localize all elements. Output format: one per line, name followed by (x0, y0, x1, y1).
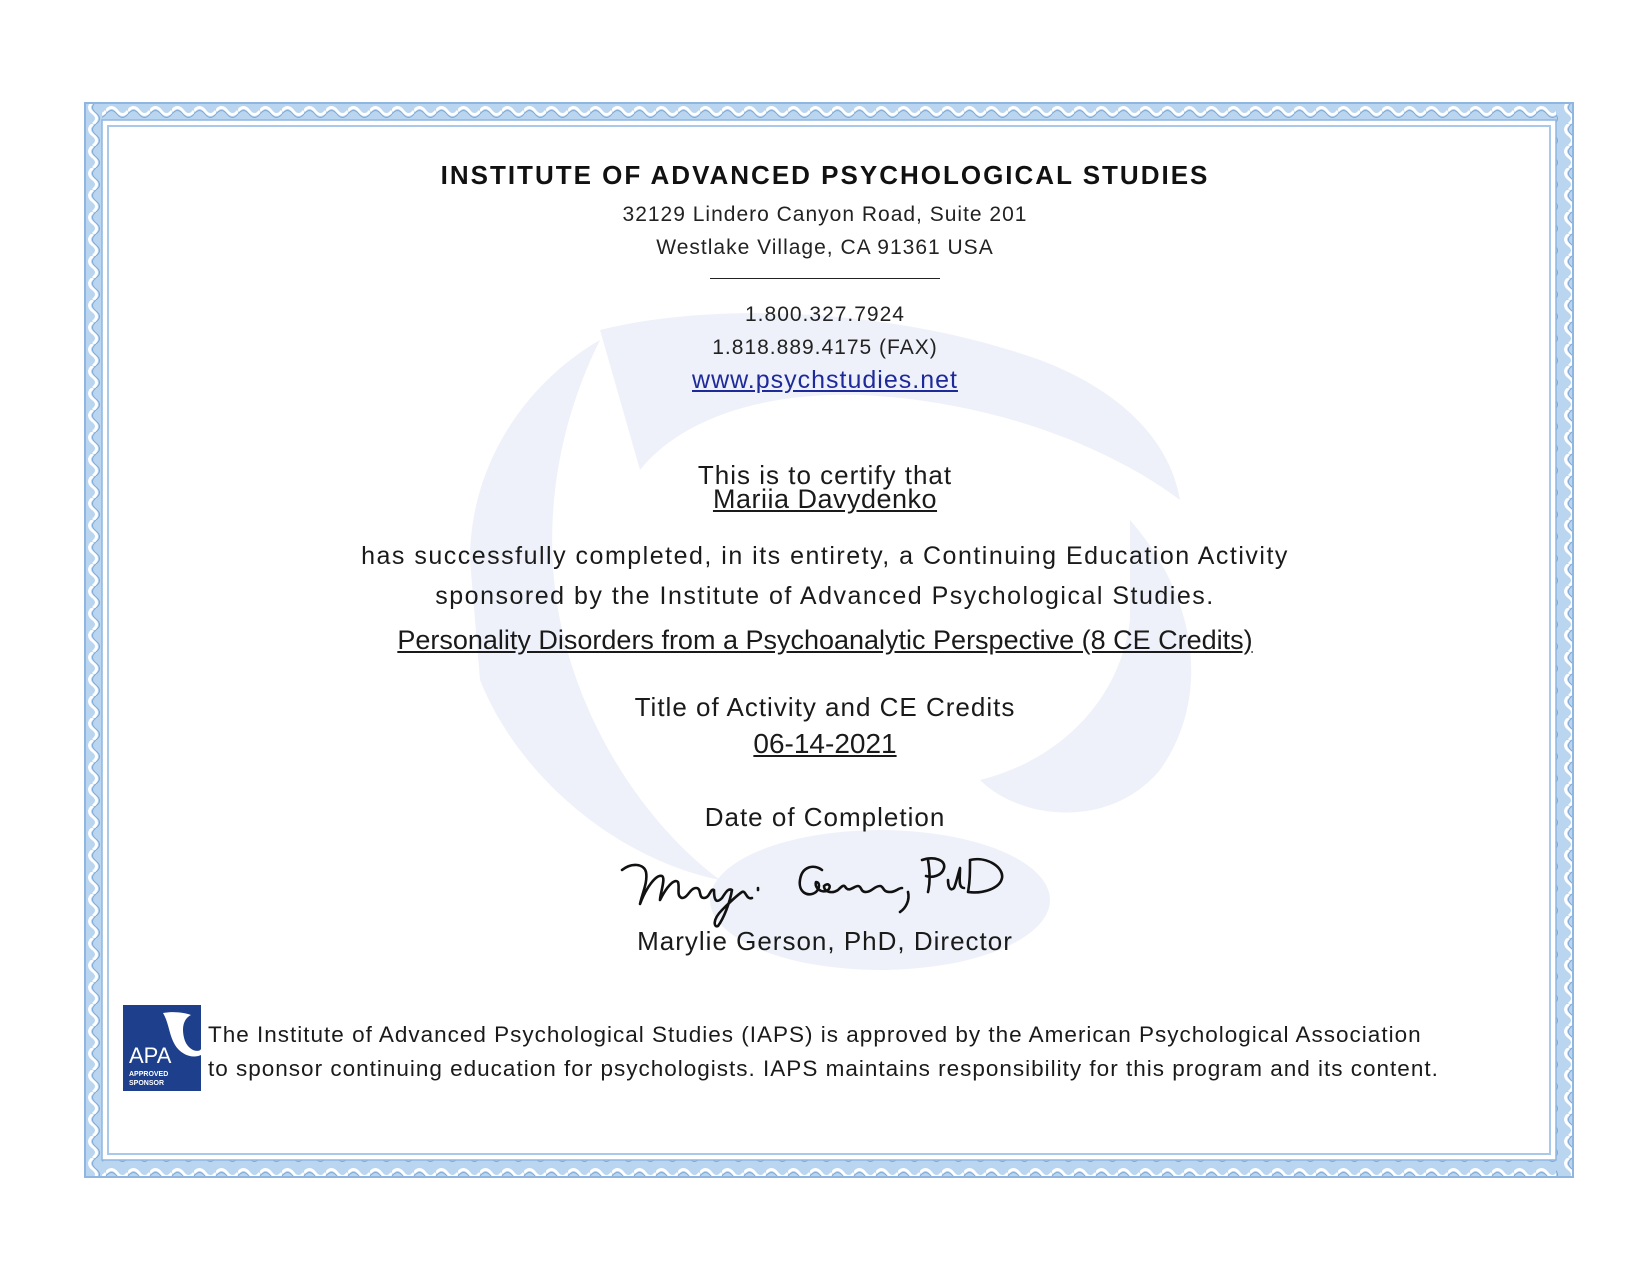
activity-label: Title of Activity and CE Credits (634, 692, 1016, 722)
activity-title: Personality Disorders from a Psychoanalytic Perspective (8 CE Credits) (397, 625, 1253, 655)
apa-statement-line-2: to sponsor continuing education for psychologists. IAPS maintains responsibility for this program and its content. (208, 1056, 1439, 1081)
svg-text:SPONSOR: SPONSOR (129, 1080, 165, 1087)
apa-approved-sponsor-logo (123, 1005, 201, 1091)
director-signature-icon (618, 848, 1018, 928)
apa-statement-line-1: The Institute of Advanced Psychological Studies (IAPS) is approved by the American Psychological Association (208, 1022, 1422, 1047)
recipient-name: Mariia Davydenko (712, 484, 938, 514)
divider (710, 278, 940, 279)
svg-text:APPROVED: APPROVED (129, 1071, 169, 1078)
completion-statement-line-1: has successfully completed, in its entirety, a Continuing Education Activity (361, 542, 1289, 570)
phone-number: 1.800.327.7924 (745, 303, 905, 326)
website-row (0, 366, 1650, 395)
svg-text:APA: APA (129, 1043, 172, 1068)
signer-name: Marylie Gerson, PhD, Director (637, 926, 1013, 956)
completion-statement-line-2: sponsored by the Institute of Advanced Psychological Studies. (435, 582, 1215, 610)
fax-number: 1.818.889.4175 (FAX) (712, 336, 938, 359)
address-line-2: Westlake Village, CA 91361 USA (656, 236, 994, 259)
address-line-1: 32129 Lindero Canyon Road, Suite 201 (622, 203, 1028, 226)
completion-date: 06-14-2021 (753, 728, 897, 759)
website-link[interactable]: www.psychstudies.net (692, 366, 958, 394)
apa-logo-icon (123, 1005, 201, 1091)
certify-line: This is to certify that (697, 460, 953, 490)
institute-name: INSTITUTE OF ADVANCED PSYCHOLOGICAL STUDIES (440, 160, 1210, 190)
date-label: Date of Completion (704, 802, 946, 832)
apa-statement (208, 1018, 1439, 1086)
